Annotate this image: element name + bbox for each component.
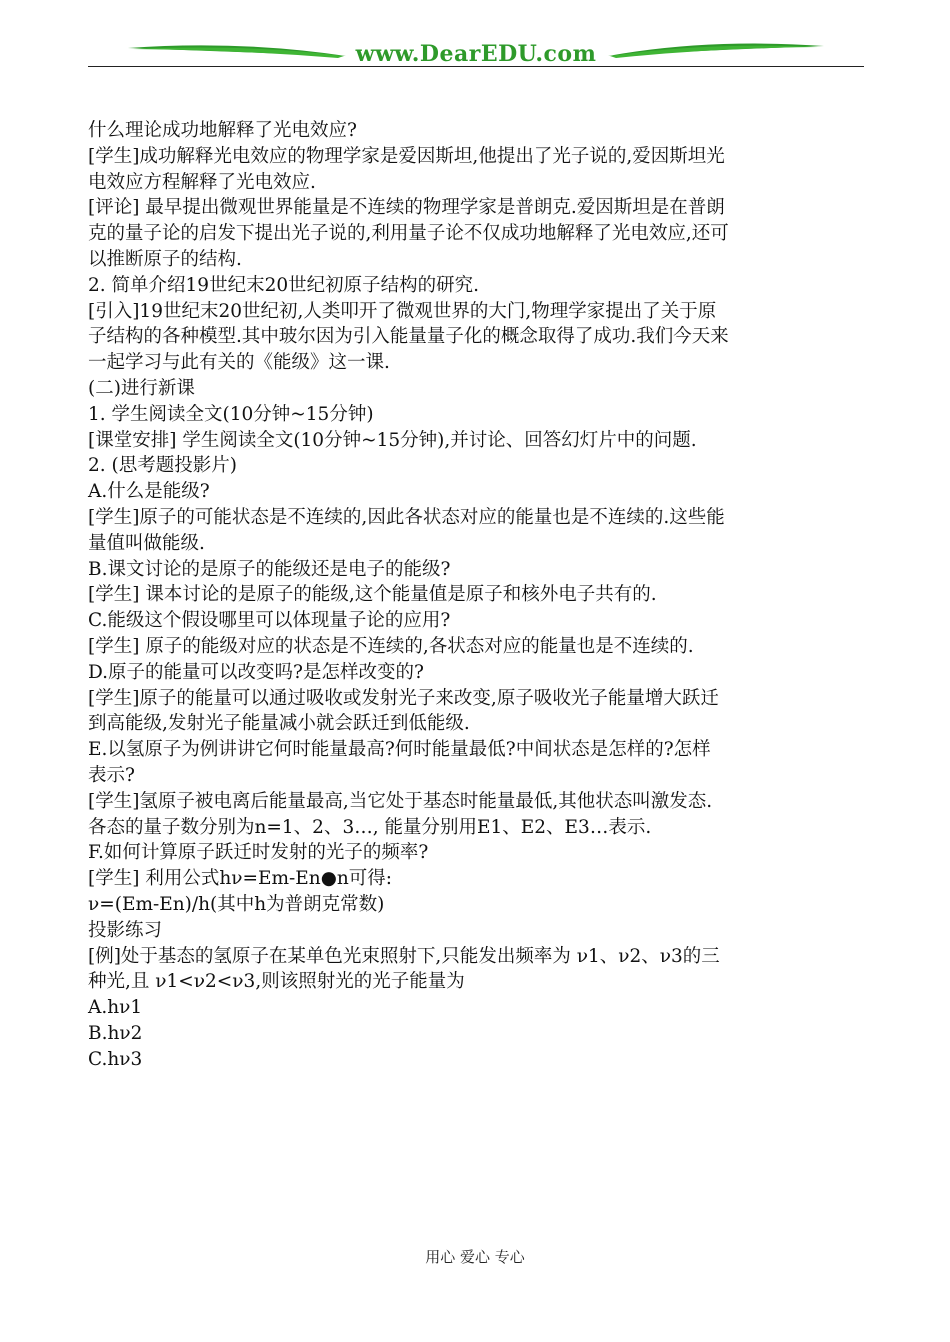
text-line: A.什么是能级? xyxy=(88,481,210,503)
text-line: F.如何计算原子跃迁时发射的光子的频率? xyxy=(88,842,429,864)
text-line: A.hν1 xyxy=(88,997,143,1019)
text-line: [学生]原子的可能状态是不连续的,因此各状态对应的能量也是不连续的.这些能 xyxy=(88,506,725,528)
text-line: 克的量子论的启发下提出光子说的,利用量子论不仅成功地解释了光电效应,还可 xyxy=(88,223,729,245)
text-line: [课堂安排] 学生阅读全文(10分钟~15分钟),并讨论、回答幻灯片中的问题. xyxy=(88,429,697,451)
text-line: 电效应方程解释了光电效应. xyxy=(88,171,316,193)
text-line: B.课文讨论的是原子的能级还是电子的能级? xyxy=(88,558,451,580)
text-line: [评论] 最早提出微观世界能量是不连续的物理学家是普朗克.爱因斯坦是在普朗 xyxy=(88,197,725,219)
text-line: 量值叫做能级. xyxy=(88,532,205,554)
text-line: 什么理论成功地解释了光电效应? xyxy=(88,120,357,141)
text-line: 1. 学生阅读全文(10分钟~15分钟) xyxy=(88,403,374,425)
text-line: [学生]原子的能量可以通过吸收或发射光子来改变,原子吸收光子能量增大跃迁 xyxy=(88,687,719,709)
text-line: (二)进行新课 xyxy=(88,377,195,399)
text-line: 以推断原子的结构. xyxy=(88,248,242,270)
text-line: 一起学习与此有关的《能级》这一课. xyxy=(88,352,390,374)
page-header xyxy=(88,34,864,70)
text-line: 子结构的各种模型.其中玻尔因为引入能量量子化的概念取得了成功.我们今天来 xyxy=(88,326,729,348)
text-line: C.能级这个假设哪里可以体现量子论的应用? xyxy=(88,610,451,632)
text-line: [学生]氢原子被电离后能量最高,当它处于基态时能量最低,其他状态叫激发态. xyxy=(88,790,713,812)
text-line: [学生] 原子的能级对应的状态是不连续的,各状态对应的能量也是不连续的. xyxy=(88,635,694,657)
header-rule xyxy=(88,66,864,67)
text-line: 2. 简单介绍19世纪末20世纪初原子结构的研究. xyxy=(88,274,479,296)
text-line: E.以氢原子为例讲讲它何时能量最高?何时能量最低?中间状态是怎样的?怎样 xyxy=(88,739,711,761)
text-line: 投影练习 xyxy=(88,919,163,941)
document-body xyxy=(88,118,868,1072)
text-line: [学生] 课本讨论的是原子的能级,这个能量值是原子和核外电子共有的. xyxy=(88,584,657,606)
text-line: 种光,且 ν1<ν2<ν3,则该照射光的光子能量为 xyxy=(88,971,465,993)
text-line: 各态的量子数分别为n=1、2、3…, 能量分别用E1、E2、E3…表示. xyxy=(88,816,652,838)
text-line: [学生] 利用公式hν=Em-En●n可得: xyxy=(88,868,392,890)
text-line: [学生]成功解释光电效应的物理学家是爱因斯坦,他提出了光子说的,爱因斯坦光 xyxy=(88,145,725,167)
text-line: [引入]19世纪末20世纪初,人类叩开了微观世界的大门,物理学家提出了关于原 xyxy=(88,300,717,322)
text-line: ν=(Em-En)/h(其中h为普朗克常数) xyxy=(88,893,385,915)
page-footer: 用心 爱心 专心 xyxy=(425,1248,525,1266)
text-line: 到高能级,发射光子能量减小就会跃迁到低能级. xyxy=(88,713,470,735)
text-line: 表示? xyxy=(88,764,135,786)
text-line: B.hν2 xyxy=(88,1022,143,1044)
text-line: D.原子的能量可以改变吗?是怎样改变的? xyxy=(88,661,424,683)
text-line: [例]处于基态的氢原子在某单色光束照射下,只能发出频率为 ν1、ν2、ν3的三 xyxy=(88,945,720,967)
brand-logo-text: www.DearEDU.com xyxy=(355,41,597,67)
text-line: 2. (思考题投影片) xyxy=(88,455,237,477)
text-line: C.hν3 xyxy=(88,1048,143,1070)
